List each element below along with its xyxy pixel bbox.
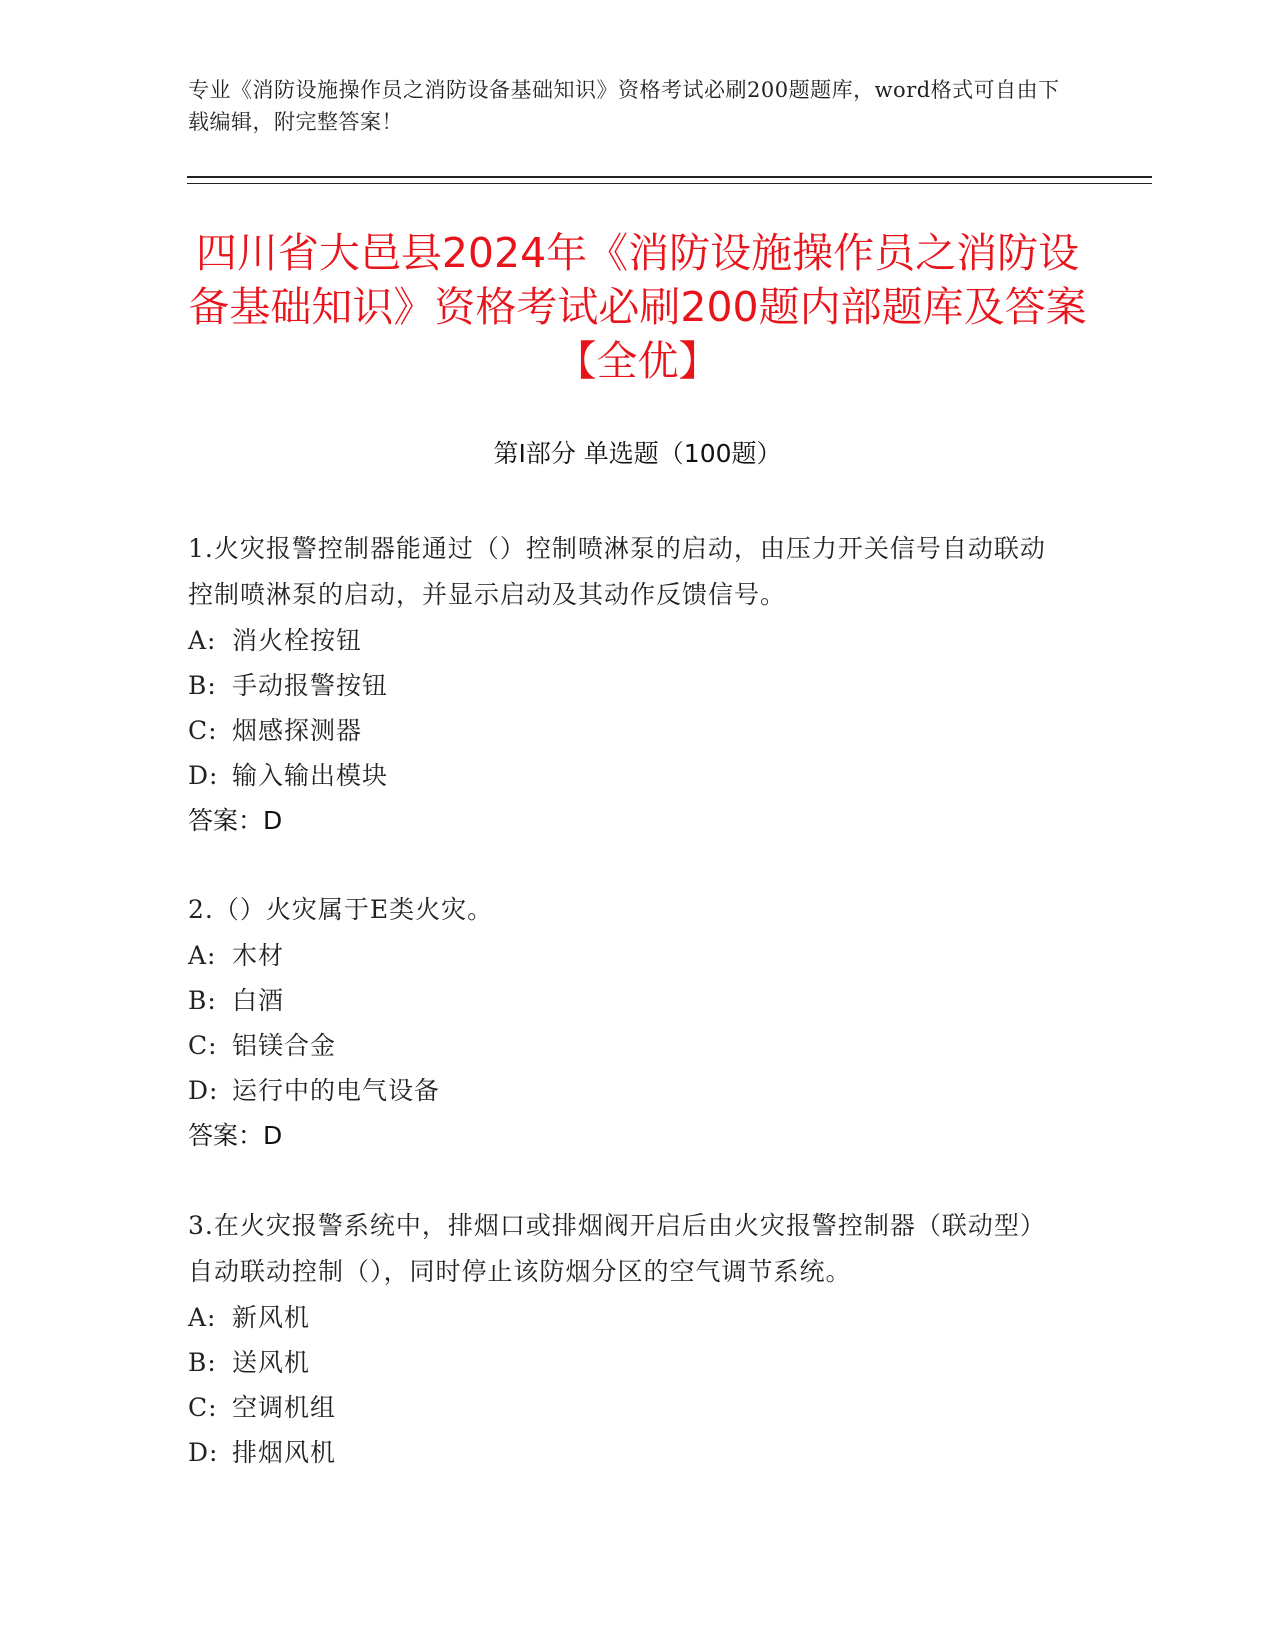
option-text: 手动报警按钮: [232, 671, 389, 700]
answer-line: 答案：D: [188, 1121, 283, 1150]
option-c: [188, 708, 1068, 753]
option-letter: C:: [188, 716, 218, 745]
option-text: 空调机组: [232, 1393, 337, 1422]
question-1: [188, 526, 1068, 843]
option-d: [188, 1430, 1068, 1475]
option-text: 木材: [232, 941, 285, 970]
section-heading: 第Ⅰ部分 单选题（100题）: [493, 439, 782, 468]
question-stem: 1.火灾报警控制器能通过（）控制喷淋泵的启动，由压力开关信号自动联动控制喷淋泵的启动，并显示启动及其动作反馈信号。: [188, 534, 1046, 609]
option-letter: B:: [188, 1348, 217, 1377]
option-letter: D:: [188, 761, 219, 790]
option-letter: A:: [188, 1303, 217, 1332]
question-3: [188, 1203, 1068, 1475]
option-text: 白酒: [232, 986, 285, 1015]
option-text: 烟感探测器: [232, 716, 363, 745]
option-letter: A:: [188, 941, 217, 970]
header-note: 专业《消防设施操作员之消防设备基础知识》资格考试必刷200题题库，word格式可自由下载编辑，附完整答案！: [188, 78, 1060, 134]
option-text: 消火栓按钮: [232, 626, 363, 655]
option-text: 运行中的电气设备: [232, 1076, 441, 1105]
answer-line: 答案：D: [188, 806, 283, 835]
option-letter: C:: [188, 1393, 218, 1422]
document-title: 四川省大邑县2024年《消防设施操作员之消防设备基础知识》资格考试必刷200题内部题库及答案【全优】: [188, 229, 1087, 385]
option-letter: D:: [188, 1438, 219, 1467]
option-a: [188, 618, 1068, 663]
question-stem: 3.在火灾报警系统中，排烟口或排烟阀开启后由火灾报警控制器（联动型）自动联动控制（），同时停止该防烟分区的空气调节系统。: [188, 1211, 1046, 1286]
option-letter: B:: [188, 986, 217, 1015]
option-d: [188, 753, 1068, 798]
option-letter: A:: [188, 626, 217, 655]
option-text: 排烟风机: [232, 1438, 337, 1467]
option-a: [188, 1295, 1068, 1340]
header-rule-thin: [187, 183, 1152, 184]
option-text: 新风机: [232, 1303, 311, 1332]
option-a: [188, 933, 1068, 978]
option-b: [188, 663, 1068, 708]
option-d: [188, 1068, 1068, 1113]
question-2: [188, 887, 1068, 1158]
option-b: [188, 978, 1068, 1023]
header-rule-thick: [187, 176, 1152, 178]
option-text: 铝镁合金: [232, 1031, 337, 1060]
option-letter: B:: [188, 671, 217, 700]
option-b: [188, 1340, 1068, 1385]
option-text: 输入输出模块: [232, 761, 389, 790]
question-stem: 2.（）火灾属于E类火灾。: [188, 895, 494, 924]
option-c: [188, 1023, 1068, 1068]
option-letter: D:: [188, 1076, 219, 1105]
option-letter: C:: [188, 1031, 218, 1060]
option-text: 送风机: [232, 1348, 311, 1377]
option-c: [188, 1385, 1068, 1430]
